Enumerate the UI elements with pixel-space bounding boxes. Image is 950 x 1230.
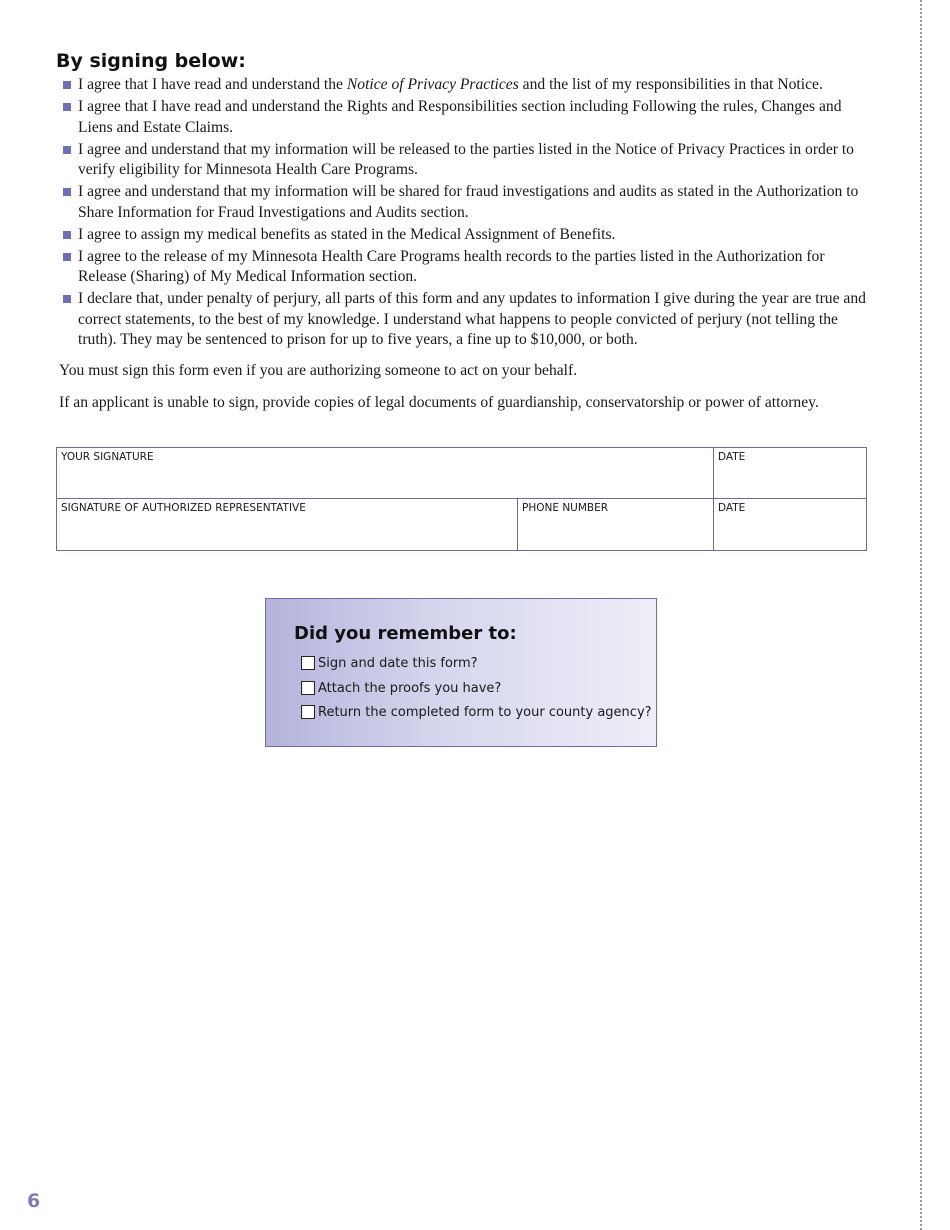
reminder-checkbox-item[interactable]: Return the completed form to your county agency? <box>301 703 652 721</box>
square-bullet-icon <box>63 81 71 89</box>
unable-to-sign-text: If an applicant is unable to sign, provide copies of legal documents of guardianship, conservatorship or power of attorney. <box>59 394 819 411</box>
list-item: I agree to assign my medical benefits as stated in the Medical Assignment of Benefits. <box>60 225 870 246</box>
perforation-line <box>920 0 922 1230</box>
checkbox-icon[interactable] <box>301 656 315 670</box>
square-bullet-icon <box>63 231 71 239</box>
representative-date-field[interactable] <box>714 499 866 550</box>
square-bullet-icon <box>63 253 71 261</box>
square-bullet-icon <box>63 146 71 154</box>
signature-table <box>56 447 867 551</box>
checkbox-icon[interactable] <box>301 705 315 719</box>
reminder-box <box>265 598 657 747</box>
reminder-checkbox-item[interactable]: Sign and date this form? <box>301 654 478 672</box>
list-item: I agree to the release of my Minnesota Health Care Programs health records to the parties listed in the Authorization for Release (Sharing) of My Medical Information section. <box>60 247 870 288</box>
phone-number-field[interactable] <box>518 499 714 550</box>
field-label: DATE <box>718 502 746 514</box>
section-heading: By signing below: <box>56 50 246 72</box>
page-number: 6 <box>27 1190 41 1212</box>
agreement-list <box>60 75 870 352</box>
reminder-title: Did you remember to: <box>294 623 517 644</box>
field-label: YOUR SIGNATURE <box>61 451 154 463</box>
representative-signature-field[interactable] <box>57 499 518 550</box>
field-label: SIGNATURE OF AUTHORIZED REPRESENTATIVE <box>61 502 306 514</box>
square-bullet-icon <box>63 188 71 196</box>
field-label: PHONE NUMBER <box>522 502 609 514</box>
list-item: I agree and understand that my information will be shared for fraud investigations and audits as stated in the Authorization to Share Information for Fraud Investigations and Audits section. <box>60 182 870 223</box>
square-bullet-icon <box>63 295 71 303</box>
list-item: I agree that I have read and understand the Rights and Responsibilities section including Following the rules, Changes and Liens and Estate Claims. <box>60 97 870 138</box>
field-label: DATE <box>718 451 746 463</box>
your-signature-field[interactable] <box>57 448 714 499</box>
list-item: I agree and understand that my information will be released to the parties listed in the Notice of Privacy Practices in order to verify eligibility for Minnesota Health Care Programs. <box>60 140 870 181</box>
date-field[interactable] <box>714 448 866 499</box>
list-item: I declare that, under penalty of perjury, all parts of this form and any updates to information I give during the year are true and correct statements, to the best of my knowledge. I understand what happens to people convicted of perjury (not telling the truth). They may be sentenced to prison for up to five years, a fine up to $10,000, or both. <box>60 289 870 351</box>
square-bullet-icon <box>63 103 71 111</box>
checkbox-icon[interactable] <box>301 681 315 695</box>
reminder-checkbox-item[interactable]: Attach the proofs you have? <box>301 679 501 697</box>
list-item: I agree that I have read and understand the Notice of Privacy Practices and the list of my responsibilities in that Notice. <box>60 75 870 96</box>
sign-requirement-text: You must sign this form even if you are authorizing someone to act on your behalf. <box>59 362 578 379</box>
